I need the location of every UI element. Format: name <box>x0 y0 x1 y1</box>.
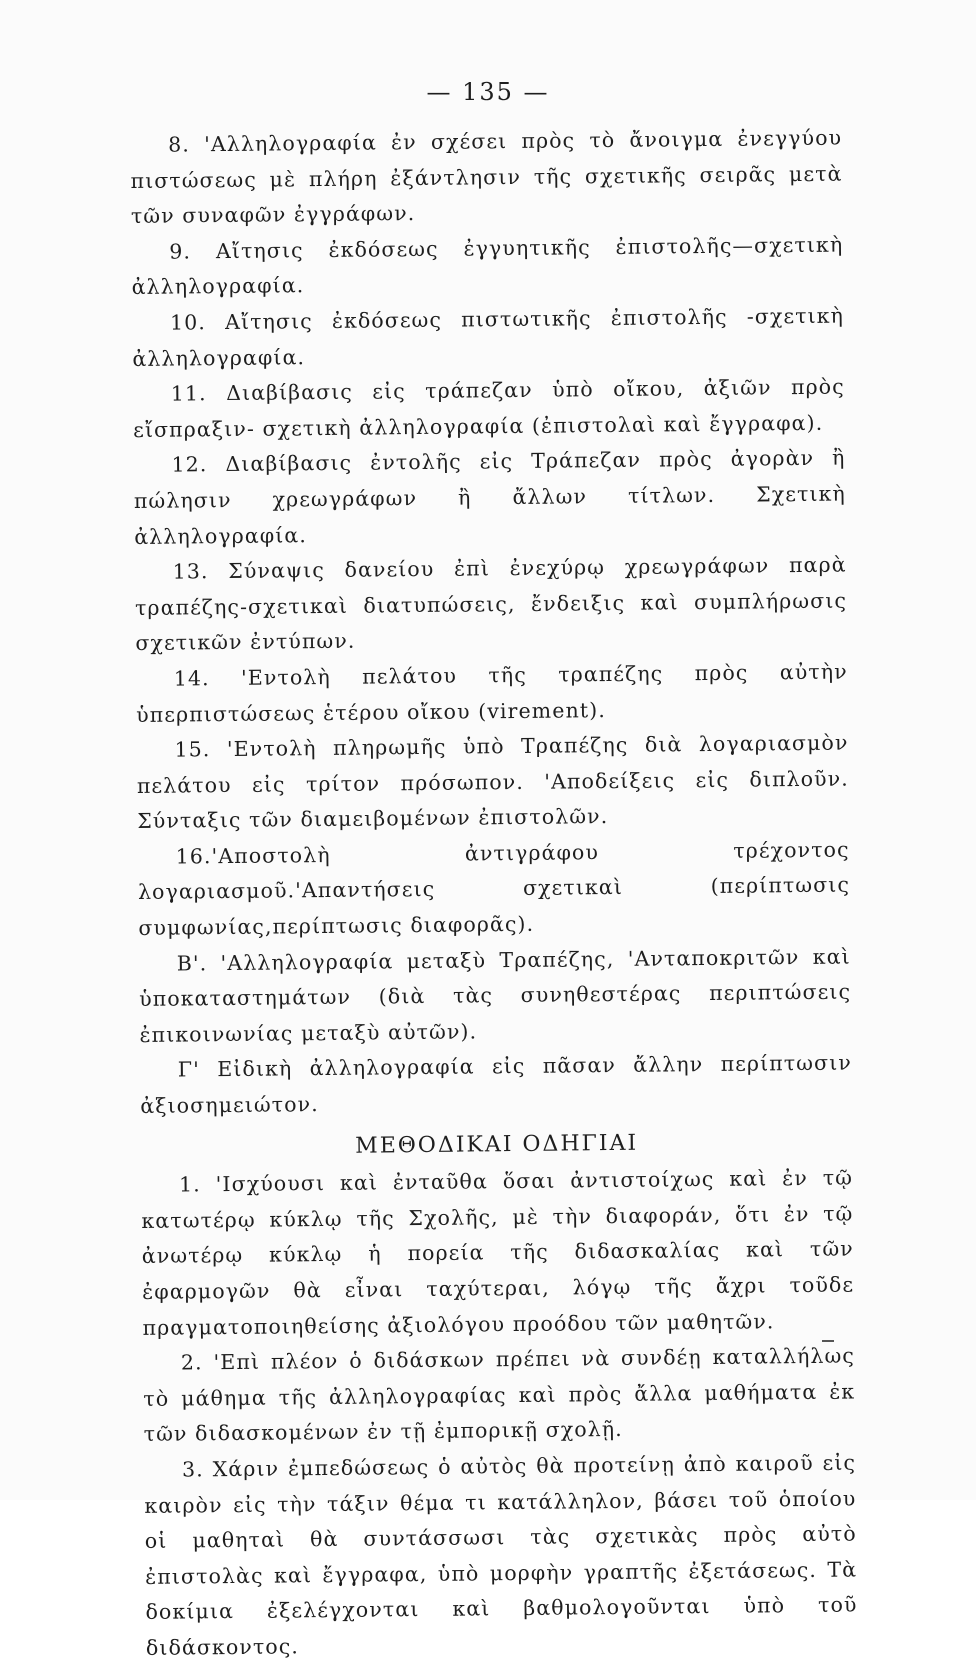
item-14: 14. 'Εντολὴ πελάτου τῆς τραπέζης πρὸς αὐτὴν ὑπερπιστώσεως ἑτέρου οἴκου (virement). <box>136 659 848 727</box>
item-b: Β'. 'Αλληλογραφία μεταξὺ Τραπέζης, 'Ανταποκριτῶν καὶ ὑποκαταστημάτων (διὰ τὰς συνηθεστέρας περιπτώσεις ἐπικοινωνίας μεταξὺ αὐτῶν). <box>138 944 852 1047</box>
item-10: 10. Αἴτησις ἐκδόσεως πιστωτικῆς ἐπιστολῆς -σχετικὴ ἀλληλογραφία. <box>132 303 845 371</box>
margin-mark <box>822 1340 834 1342</box>
page-number: — 135 — <box>426 78 550 106</box>
method-2: 2. 'Επὶ πλέον ὁ διδάσκων πρέπει νὰ συνδέῃ καταλλήλως τὸ μάθημα τῆς ἀλληλογραφίας καὶ πρὸς ἄλλα μαθήματα ἐκ τῶν διδασκομένων ἐν τῇ ἐμπορικῇ σχολῇ. <box>143 1343 856 1447</box>
item-9: 9. Αἴτησις ἐκδόσεως ἐγγυητικῆς ἐπιστολῆς—σχετικὴ ἀλληλογραφία. <box>131 232 844 300</box>
method-3: 3. Χάριν ἐμπεδώσεως ὁ αὐτὸς θὰ προτείνῃ ἀπὸ καιροῦ εἰς καιρὸν εἰς τὴν τάξιν θέμα τι κατάλληλον, βάσει τοῦ ὁποίου οἱ μαθηταὶ θὰ συντάσσωσι τὰς σχετικὰς πρὸς αὐτὸ ἐπιστολὰς καὶ ἔγγραφα, ὑπὸ μορφὴν γραπτῆς ἐξετάσεως. Τὰ δοκίμια ἐξελέγχονται καὶ βαθμολογοῦνται ὑπὸ τοῦ διδάσκοντος. <box>144 1450 858 1660</box>
method-1: 1. 'Ισχύουσι καὶ ἐνταῦθα ὅσαι ἀντιστοίχως καὶ ἐν τῷ κατωτέρῳ κύκλῳ τῆς Σχολῆς, μὲ τὴν διαφοράν, ὅτι ἐν τῷ ἀνωτέρῳ κύκλῳ ἡ πορεία τῆς διδασκαλίας καὶ τῶν ἐφαρμογῶν θὰ εἶναι ταχύτεραι, λόγῳ τῆς ἄχρι τοῦδε πραγματοποιηθείσης ἀξιολόγου προόδου τῶν μαθητῶν. <box>141 1165 855 1340</box>
item-15: 15. 'Εντολὴ πληρωμῆς ὑπὸ Τραπέζης διὰ λογαριασμὸν πελάτου εἰς τρίτον πρόσωπον. 'Αποδείξεις εἰς διπλοῦν. Σύνταξις τῶν διαμειβομένων ἐπιστολῶν. <box>136 730 849 834</box>
item-16: 16.'Αποστολὴ ἀντιγράφου τρέχοντος λογαριασμοῦ.'Απαντήσεις σχετικαὶ (περίπτωσις συμφωνίας,περίπτωσις διαφορᾶς). <box>137 837 851 941</box>
item-12: 12. Διαβίβασις ἐντολῆς εἰς Τράπεζαν πρὸς ἀγορὰν ἢ πώλησιν χρεωγράφων ἢ ἄλλων τίτλων. Σχετικὴ ἀλληλογραφία. <box>133 445 846 549</box>
page-body <box>130 121 858 1666</box>
item-g: Γ' Εἰδικὴ ἀλληλογραφία εἰς πᾶσαν ἄλλην περίπτωσιν ἀξιοσημειώτον. <box>140 1050 852 1118</box>
item-13: 13. Σύναψις δανείου ἐπὶ ἐνεχύρῳ χρεωγράφων παρὰ τραπέζης-σχετικαὶ διατυπώσεις, ἔνδειξις καὶ συμπλήρωσις σχετικῶν ἐντύπων. <box>134 552 848 656</box>
section-heading: ΜΕΘΟΔΙΚΑΙ ΟΔΗΓΙΑΙ <box>355 1130 639 1159</box>
item-8: 8. 'Αλληλογραφία ἐν σχέσει πρὸς τὸ ἄνοιγμα ἐνεγγύου πιστώσεως μὲ πλήρη ἐξάντλησιν τῆς σχετικῆς σειρᾶς μετὰ τῶν συναφῶν ἐγγράφων. <box>130 125 843 229</box>
item-11: 11. Διαβίβασις εἰς τράπεζαν ὑπὸ οἴκου, ἀξιῶν πρὸς εἴσπραξιν- σχετικὴ ἀλληλογραφία (ἐπιστολαὶ καὶ ἔγγραφα). <box>133 374 845 442</box>
